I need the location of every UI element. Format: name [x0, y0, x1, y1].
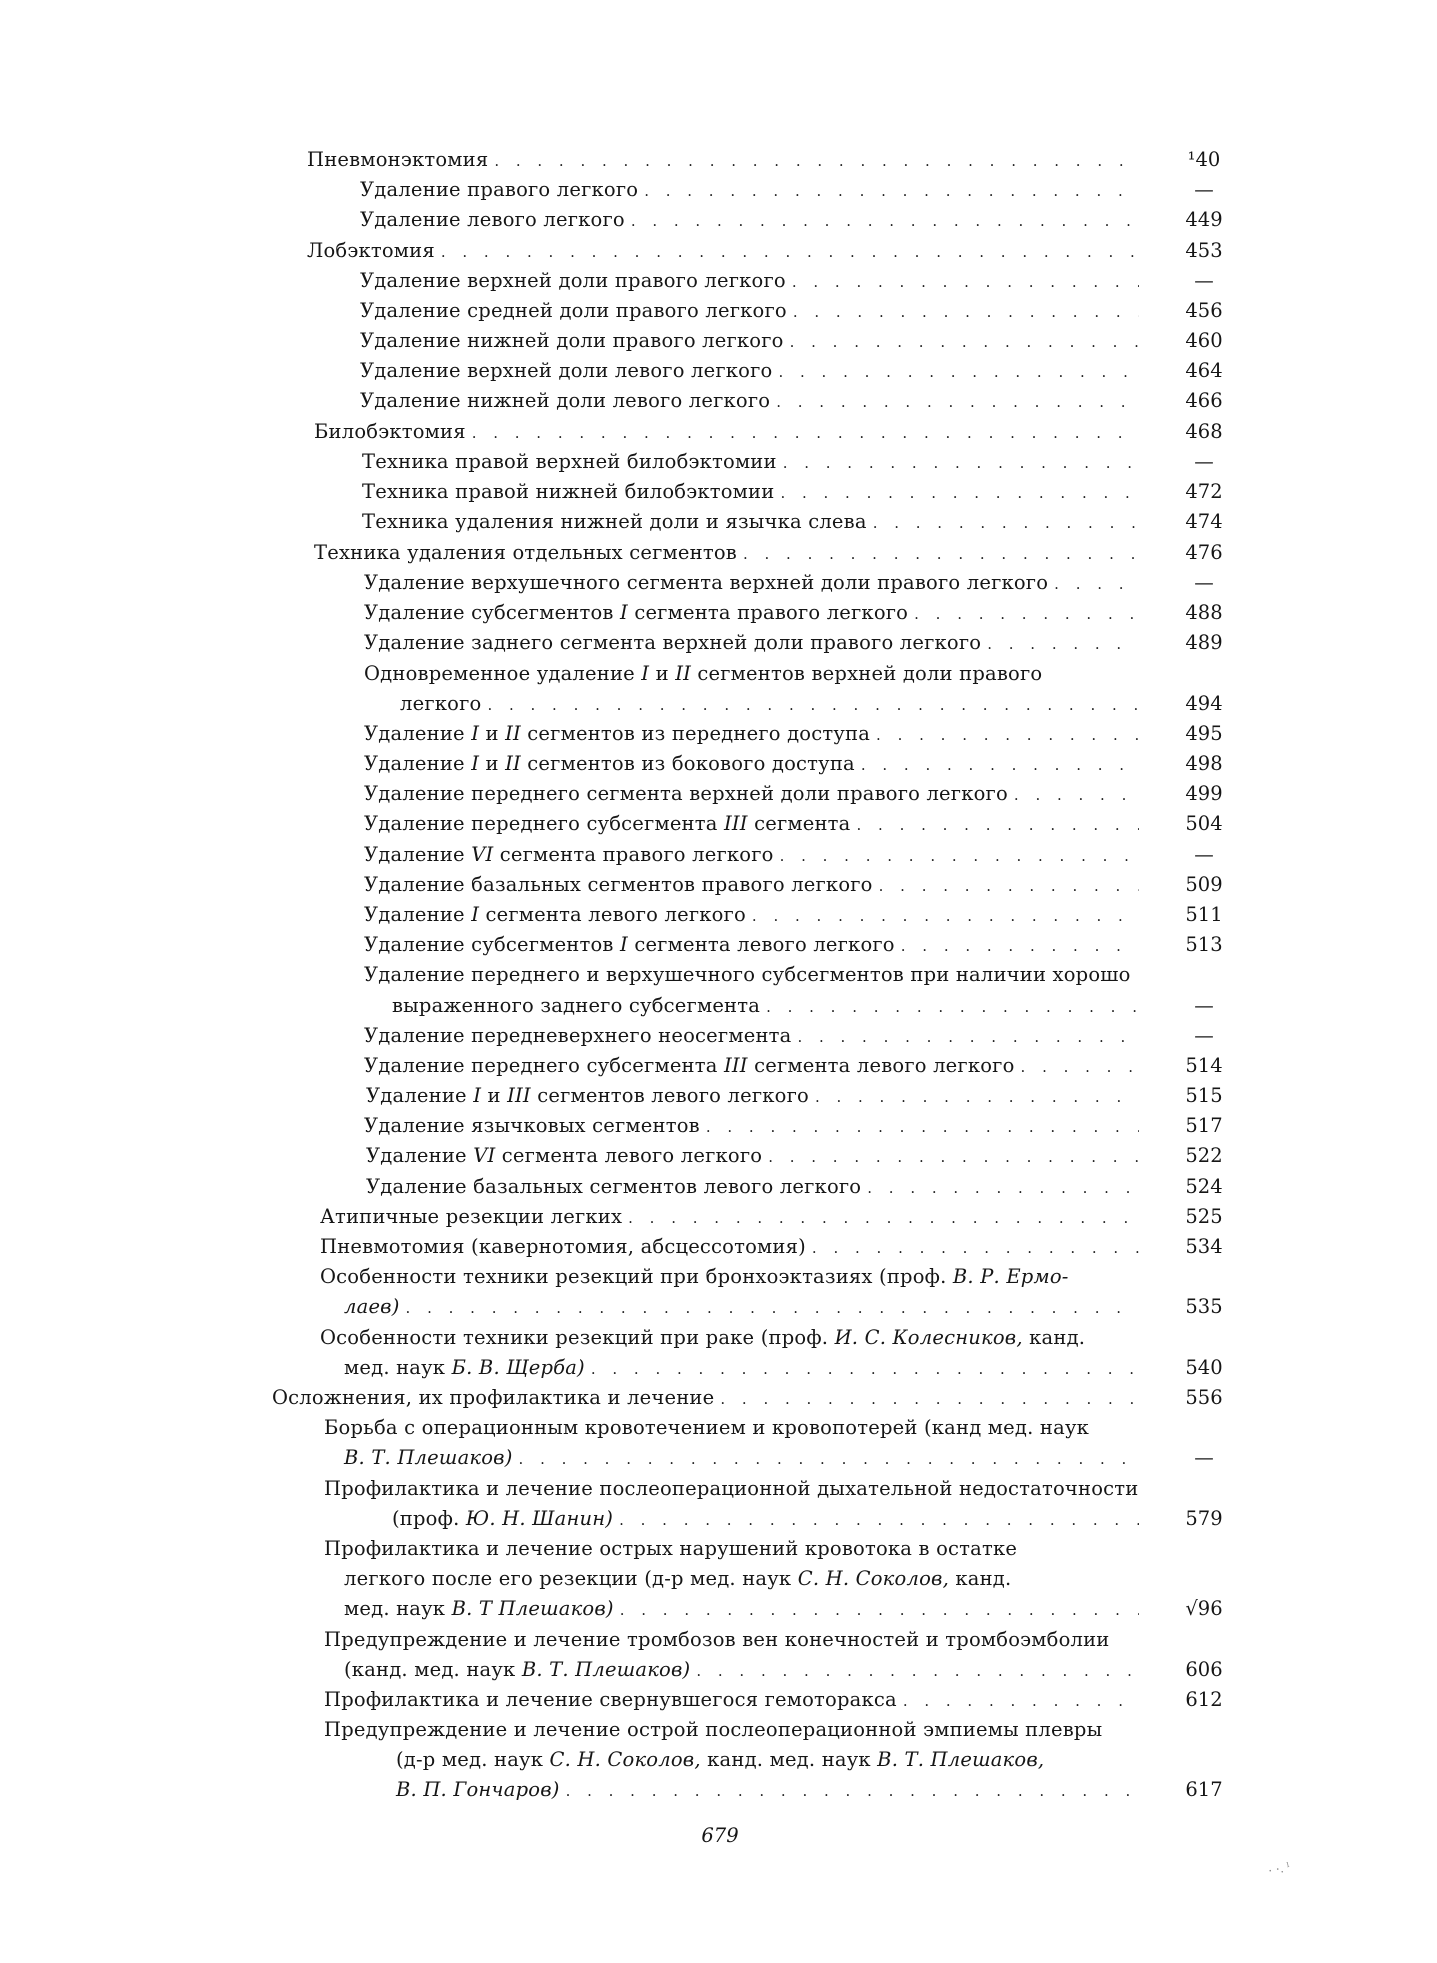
entry-title: В. П. Гончаров) — [396, 1778, 560, 1801]
page-ref: 509 — [1185, 873, 1223, 896]
toc-entry-line — [360, 266, 1145, 296]
entry-title: Удаление средней доли правого легкого — [360, 299, 787, 322]
toc-entry-line — [344, 1353, 1145, 1383]
leader-dots — [812, 1233, 1139, 1263]
entry-title: лаев) — [344, 1295, 400, 1318]
leader-dots — [752, 901, 1139, 931]
entry-title: Удаление верхней доли правого легкого — [360, 269, 786, 292]
entry-title: Удаление правого легкого — [360, 178, 639, 201]
leader-dots — [780, 478, 1139, 508]
entry-title: Удаление верхней доли левого легкого — [360, 359, 773, 382]
leader-dots — [792, 267, 1139, 297]
page-ref: 579 — [1185, 1507, 1223, 1530]
toc-entry-line — [320, 1232, 1145, 1262]
entry-title: Профилактика и лечение послеоперационной дыхательной недостаточности — [324, 1477, 1139, 1500]
entry-title: Осложнения, их профилактика и лечение — [272, 1386, 715, 1409]
leader-dots — [519, 1444, 1139, 1474]
leader-dots — [1021, 1052, 1139, 1082]
leader-dots — [1054, 569, 1139, 599]
leader-dots — [766, 992, 1139, 1022]
entry-title: В. Т. Плешаков) — [344, 1446, 513, 1469]
toc-entry-line — [344, 1594, 1145, 1624]
toc-entry-line — [364, 809, 1145, 839]
toc-entry-line — [392, 1504, 1145, 1534]
entry-title: Пневмонэктомия — [307, 148, 489, 171]
entry-title: Профилактика и лечение острых нарушений кровотока в остатке — [324, 1537, 1018, 1560]
page-ref: 499 — [1185, 782, 1223, 805]
entry-title: Лобэктомия — [307, 239, 435, 262]
leader-dots — [644, 176, 1139, 206]
leader-dots — [441, 237, 1139, 267]
page-ref: 468 — [1185, 420, 1223, 443]
entry-title: мед. наук Б. В. Щерба) — [344, 1356, 585, 1379]
toc-entry-line — [324, 1715, 1161, 1745]
entry-title: Особенности техники резекций при бронхоэктазиях (проф. В. Р. Ермо- — [320, 1265, 1069, 1288]
toc-entry-line — [360, 356, 1145, 386]
leader-dots — [876, 720, 1139, 750]
leader-dots — [987, 629, 1139, 659]
toc-entry-line — [360, 326, 1145, 356]
entry-title: Удаление переднего субсегмента III сегмента левого легкого — [364, 1054, 1015, 1077]
toc-entry-line — [360, 386, 1145, 416]
entry-title: Особенности техники резекций при раке (проф. И. С. Колесников, канд. — [320, 1326, 1086, 1349]
entry-title: выраженного заднего субсегмента — [392, 994, 761, 1017]
page-ref: 494 — [1185, 692, 1223, 715]
page-ref: 472 — [1185, 480, 1223, 503]
page-ref: ¹40 — [1187, 148, 1221, 171]
page-ref: — — [1194, 843, 1214, 866]
entry-title: Удаление передневерхнего неосегмента — [364, 1024, 792, 1047]
page-ref: — — [1194, 1024, 1214, 1047]
leader-dots — [591, 1354, 1139, 1384]
leader-dots — [628, 1203, 1139, 1233]
page-ref: 515 — [1185, 1084, 1223, 1107]
toc-entry-line — [364, 779, 1145, 809]
entry-title: Удаление I и III сегментов левого легкого — [366, 1084, 809, 1107]
entry-title: мед. наук В. Т Плешаков) — [344, 1597, 614, 1620]
page-ref: 617 — [1185, 1778, 1223, 1801]
toc-entry-line — [366, 1081, 1145, 1111]
page-ref: 534 — [1185, 1235, 1223, 1258]
leader-dots — [778, 357, 1139, 387]
toc-entry-line — [364, 1111, 1145, 1141]
leader-dots — [879, 871, 1139, 901]
toc-entry-line — [364, 1051, 1145, 1081]
toc-entry-line — [364, 960, 1131, 990]
page-ref: 474 — [1185, 510, 1223, 533]
entry-title: Техника правой верхней билобэктомии — [362, 450, 777, 473]
toc-entry-line — [364, 930, 1145, 960]
entry-title: Удаление язычковых сегментов — [364, 1114, 700, 1137]
page-ref: 464 — [1185, 359, 1223, 382]
leader-dots — [472, 418, 1139, 448]
toc-entry-line — [364, 628, 1145, 658]
entry-title: легкого — [400, 692, 482, 715]
leader-dots — [903, 1686, 1139, 1716]
toc-entry-line — [324, 1474, 1161, 1504]
leader-dots — [706, 1112, 1139, 1142]
entry-title: Удаление заднего сегмента верхней доли правого легкого — [364, 631, 982, 654]
page-ref: 476 — [1185, 541, 1223, 564]
toc-entry-line — [314, 538, 1145, 568]
toc-entry-line — [344, 1564, 1161, 1594]
toc-entry-line — [360, 175, 1145, 205]
page-ref: — — [1194, 1446, 1214, 1469]
entry-title: Техника правой нижней билобэктомии — [362, 480, 775, 503]
leader-dots — [566, 1776, 1139, 1806]
toc-entry-line — [362, 507, 1145, 537]
toc-entry-line — [344, 1655, 1145, 1685]
toc-entry-line — [324, 1534, 1161, 1564]
leader-dots — [797, 1022, 1139, 1052]
toc-entry-line — [320, 1202, 1145, 1232]
entry-title: Техника удаления отдельных сегментов — [314, 541, 737, 564]
leader-dots — [406, 1293, 1139, 1323]
page-ref: 612 — [1185, 1688, 1223, 1711]
toc-entry-line — [362, 477, 1145, 507]
entry-title: Предупреждение и лечение тромбозов вен конечностей и тромбоэмболии — [324, 1628, 1110, 1651]
entry-title: Удаление I и II сегментов из бокового доступа — [364, 752, 855, 775]
page-ref: 522 — [1185, 1144, 1223, 1167]
page-ref: 514 — [1185, 1054, 1223, 1077]
toc-entry-line — [320, 1323, 1161, 1353]
leader-dots — [776, 387, 1139, 417]
toc-entry-line — [307, 145, 1145, 175]
leader-dots — [487, 690, 1139, 720]
toc-entry-line — [364, 598, 1145, 628]
leader-dots — [620, 1595, 1139, 1625]
toc-entry-line — [364, 1021, 1145, 1051]
leader-dots — [780, 841, 1139, 871]
page-ref: 511 — [1185, 903, 1223, 926]
entry-title: Удаление базальных сегментов правого легкого — [364, 873, 873, 896]
entry-title: Пневмотомия (кавернотомия, абсцессотомия) — [320, 1235, 806, 1258]
leader-dots — [768, 1142, 1139, 1172]
page-ref: 540 — [1185, 1356, 1223, 1379]
entry-title: Удаление субсегментов I сегмента левого легкого — [364, 933, 895, 956]
toc-entry-line — [364, 568, 1145, 598]
toc-entry-line — [396, 1745, 1161, 1775]
leader-dots — [815, 1082, 1139, 1112]
entry-title: легкого после его резекции (д-р мед. наук С. Н. Соколов, канд. — [344, 1567, 1012, 1590]
toc-entry-line — [364, 840, 1145, 870]
toc-entry-line — [364, 719, 1145, 749]
entry-title: Одновременное удаление I и II сегментов верхней доли правого — [364, 662, 1043, 685]
toc-entry-line — [344, 1292, 1145, 1322]
toc-entry-line — [360, 296, 1145, 326]
toc-entry-line — [324, 1685, 1145, 1715]
page-ref: √96 — [1185, 1597, 1223, 1620]
entry-title: (канд. мед. наук В. Т. Плешаков) — [344, 1658, 691, 1681]
leader-dots — [696, 1656, 1139, 1686]
entry-title: Удаление нижней доли левого легкого — [360, 389, 771, 412]
leader-dots — [873, 508, 1139, 538]
page-ref: 535 — [1185, 1295, 1223, 1318]
page-ref: 495 — [1185, 722, 1223, 745]
page-ref: 513 — [1185, 933, 1223, 956]
toc-entry-line — [364, 749, 1145, 779]
page-ref: — — [1194, 994, 1214, 1017]
leader-dots — [631, 206, 1139, 236]
toc-entry-line — [362, 447, 1145, 477]
entry-title: Удаление нижней доли правого легкого — [360, 329, 784, 352]
page-ref: 524 — [1185, 1175, 1223, 1198]
page-ref: — — [1194, 178, 1214, 201]
entry-title: Атипичные резекции легких — [320, 1205, 623, 1228]
page-ref: 466 — [1185, 389, 1223, 412]
entry-title: Удаление I сегмента левого легкого — [364, 903, 746, 926]
toc-entry-line — [396, 1775, 1145, 1805]
page-ref: 449 — [1185, 208, 1223, 231]
toc-entry-line — [400, 689, 1145, 719]
leader-dots — [867, 1173, 1139, 1203]
leader-dots — [619, 1505, 1139, 1535]
toc-entry-line — [364, 870, 1145, 900]
leader-dots — [914, 599, 1139, 629]
toc-entry-line — [344, 1443, 1145, 1473]
entry-title: Удаление переднего субсегмента III сегмента — [364, 812, 851, 835]
page-ref: 504 — [1185, 812, 1223, 835]
toc-entry-line — [324, 1625, 1161, 1655]
entry-title: Удаление верхушечного сегмента верхней доли правого легкого — [364, 571, 1049, 594]
page-ref: — — [1194, 269, 1214, 292]
toc-entry-line — [392, 991, 1145, 1021]
page-ref: 525 — [1185, 1205, 1223, 1228]
toc-entry-line — [366, 1172, 1145, 1202]
page-ref: 489 — [1185, 631, 1223, 654]
entry-title: Удаление переднего и верхушечного субсегментов при наличии хорошо — [364, 963, 1131, 986]
leader-dots — [720, 1384, 1139, 1414]
page-ref: 517 — [1185, 1114, 1223, 1137]
page-ref: 488 — [1185, 601, 1223, 624]
toc-entry-line — [366, 1141, 1145, 1171]
entry-title: Удаление базальных сегментов левого легкого — [366, 1175, 862, 1198]
leader-dots — [901, 931, 1139, 961]
leader-dots — [857, 810, 1140, 840]
leader-dots — [783, 448, 1139, 478]
entry-title: Борьба с операционным кровотечением и кровопотерей (канд мед. наук — [324, 1416, 1090, 1439]
page-ref: — — [1194, 450, 1214, 473]
page-ref: 606 — [1185, 1658, 1223, 1681]
page-ref: 456 — [1185, 299, 1223, 322]
toc-entry-line — [320, 1262, 1161, 1292]
entry-title: Удаление субсегментов I сегмента правого легкого — [364, 601, 909, 624]
page-ref: — — [1194, 571, 1214, 594]
page-ref: 453 — [1185, 239, 1223, 262]
page-ref: 498 — [1185, 752, 1223, 775]
leader-dots — [1014, 780, 1139, 810]
page-number: 679 — [701, 1824, 739, 1847]
page-ref: 556 — [1185, 1386, 1223, 1409]
toc-entry-line — [360, 205, 1145, 235]
entry-title: Удаление I и II сегментов из переднего доступа — [364, 722, 871, 745]
entry-title: (проф. Ю. Н. Шанин) — [392, 1507, 614, 1530]
entry-title: Удаление VI сегмента правого легкого — [364, 843, 774, 866]
leader-dots — [793, 297, 1139, 327]
entry-title: Профилактика и лечение свернувшегося гемоторакса — [324, 1688, 897, 1711]
page-ref: 460 — [1185, 329, 1223, 352]
toc-entry-line — [364, 659, 1145, 689]
entry-title: Удаление VI сегмента левого легкого — [366, 1144, 763, 1167]
leader-dots — [861, 750, 1139, 780]
toc-entry-line — [307, 236, 1145, 266]
entry-title: Предупреждение и лечение острой послеоперационной эмпиемы плевры — [324, 1718, 1103, 1741]
leader-dots — [743, 539, 1139, 569]
entry-title: (д-р мед. наук С. Н. Соколов, канд. мед. наук В. Т. Плешаков, — [396, 1748, 1045, 1771]
entry-title: Удаление левого легкого — [360, 208, 625, 231]
entry-title: Билобэктомия — [314, 420, 466, 443]
toc-entry-line — [324, 1413, 1161, 1443]
leader-dots — [790, 327, 1139, 357]
toc-entry-line — [314, 417, 1145, 447]
entry-title: Техника удаления нижней доли и язычка слева — [362, 510, 867, 533]
toc-entry-line — [364, 900, 1145, 930]
leader-dots — [494, 146, 1139, 176]
entry-title: Удаление переднего сегмента верхней доли правого легкого — [364, 782, 1008, 805]
toc-entry-line — [272, 1383, 1145, 1413]
scan-artifact: · ·. ˡ — [1266, 1859, 1292, 1879]
